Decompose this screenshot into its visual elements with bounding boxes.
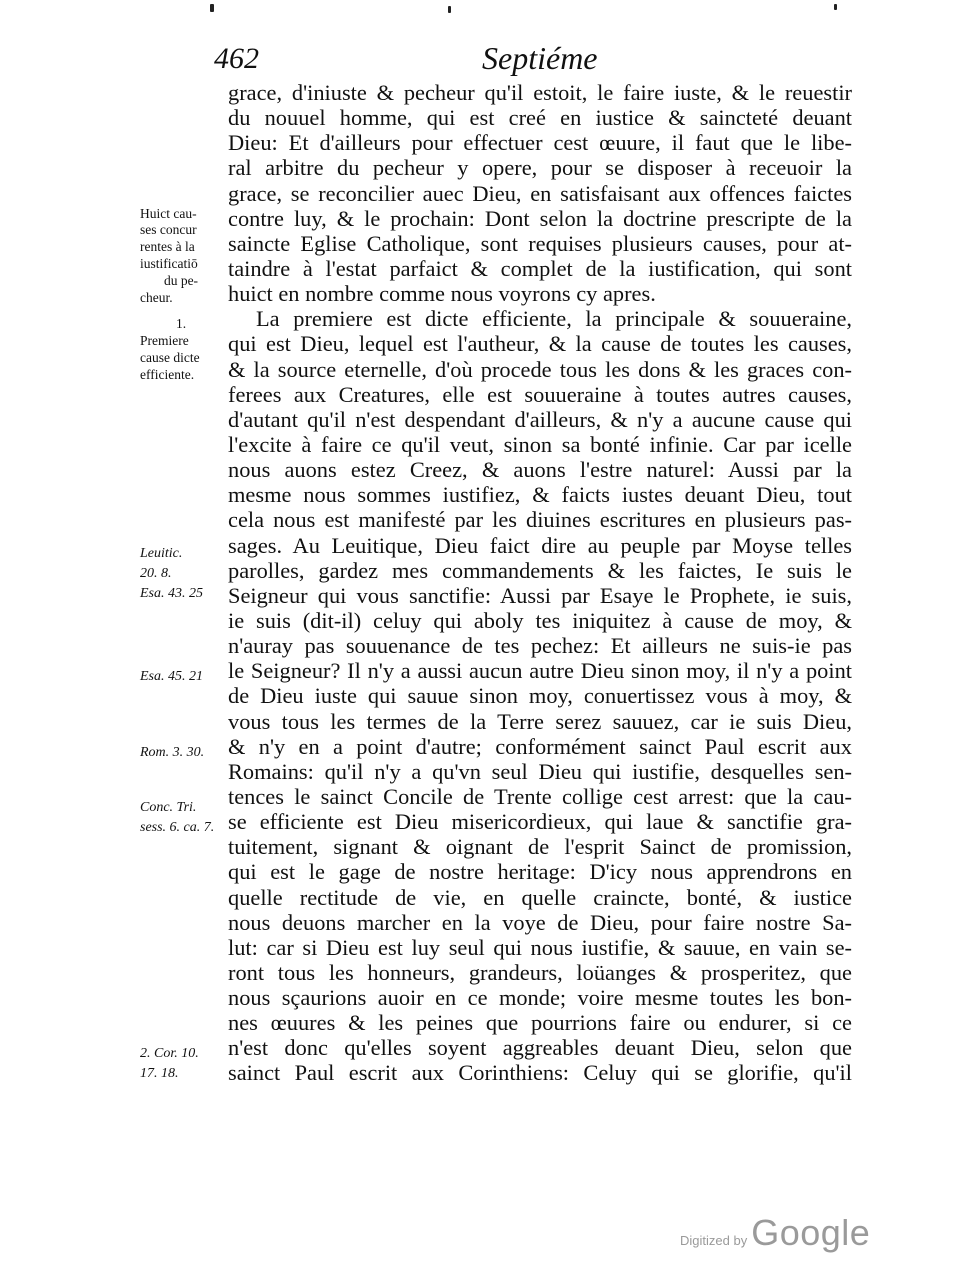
body-line: grace, d'iniuste & pecheur qu'il estoit, le faire iuste, & le reuestir [228, 80, 852, 105]
running-head: Septiéme [482, 40, 598, 76]
body-line: Seigneur qui vous sanctifie: Aussi par Esaye le Prophete, ie suis, [228, 582, 852, 608]
margin-note-line: efficiente. [140, 367, 195, 382]
margin-note-line: Esa. 45. 21 [140, 669, 203, 684]
body-line: qui est le gage de nostre heritage: D'icy nous apprendrons en [228, 859, 852, 885]
body-line: saincte Eglise Catholique, sont requises plusieurs causes, pour at- [228, 230, 852, 256]
body-line: sages. Au Leuitique, Dieu faict dire au peuple par Moyse telles [228, 532, 852, 558]
body-line: taindre à l'estat parfaict & complet de la iustification, qui sont [228, 255, 852, 281]
body-line: du nouuel homme, qui est creé en iustice & saincteté deuant [228, 105, 852, 131]
body-line: & n'y en a point d'autre; conformément sainct Paul escrit aux [228, 733, 852, 759]
body-line: Dieu: Et d'ailleurs pour effectuer cest œuure, il faut que le libe- [228, 130, 852, 156]
google-logo: Google [751, 1212, 871, 1253]
body-line: mesme nous sommes iustifiez, & faicts iustes deuant Dieu, tout [228, 482, 852, 508]
margin-note-line: cheur. [140, 290, 173, 305]
margin-note-line: iustificatiō [140, 256, 198, 271]
margin-note-line: Rom. 3. 30. [140, 745, 205, 760]
body-line: ral arbitre du pecheur y opere, pour se disposer à receuoir la [228, 155, 852, 181]
body-line: tences le sainct Concile de Trente collige cest arrest: que la cau- [228, 783, 852, 809]
body-line: huict en nombre comme nous voyrons cy apres. [228, 281, 656, 307]
body-line: n'est donc qu'elles soyent aggreables deuant Dieu, selon que [228, 1035, 852, 1061]
margin-note-line: sess. 6. ca. 7. [140, 820, 215, 835]
body-line: La premiere est dicte efficiente, la principale & souueraine, [256, 306, 852, 332]
body-line: ferees aux Creatures, elle est souueraine à toutes autres causes, [228, 381, 852, 407]
body-line: & la source eternelle, d'où procede tous les dons & les graces con- [228, 356, 852, 382]
margin-note-line: Esa. 43. 25 [140, 586, 203, 601]
margin-note-line: 2. Cor. 10. [140, 1046, 199, 1061]
ink-speck [210, 4, 214, 12]
body-line: contre luy, & le prochain: Dont selon la doctrine prescripte de la [228, 205, 852, 231]
body-line: tuitement, signant & oignant de l'esprit Sainct de promission, [228, 834, 852, 860]
body-line: nous auons estez Creez, & auons l'estre naturel: Aussi par la [228, 457, 852, 483]
body-line: d'autant qu'il n'est despendant d'ailleurs, & n'y a aucune cause qui [228, 406, 852, 432]
ink-speck [834, 4, 837, 10]
body-line: n'auray pas souuenance de tes pechez: Et ailleurs ne suis-ie pas [228, 633, 852, 659]
body-line: lut: car si Dieu est luy seul qui nous iustifie, & sauue, en vain se- [228, 934, 852, 960]
body-line: de Dieu iuste qui sauue sinon moy, conuertissez vous à moy, & [228, 683, 852, 709]
watermark-prefix: Digitized by [680, 1233, 748, 1248]
body-line: nous deuons marcher en la voye de Dieu, pour faire nostre Sa- [228, 909, 852, 935]
body-line: nous sçaurions auoir en ce monde; voire mesme toutes les bon- [228, 985, 852, 1011]
margin-note-line: Huict cau- [140, 206, 197, 221]
body-line: qui est Dieu, lequel est l'autheur, & la cause de toutes les causes, [228, 331, 852, 357]
body-line: le Seigneur? Il n'y a aussi aucun autre Dieu sinon moy, il n'y a point [228, 658, 852, 684]
margin-note-line: cause dicte [140, 350, 200, 365]
digitized-by-watermark [680, 1212, 870, 1252]
body-line: grace, se reconcilier auec Dieu, en satisfaisant aux offences faictes [228, 180, 852, 206]
body-line: parolles, gardez mes commandements & les faictes, Ie suis le [228, 557, 852, 583]
margin-note-line: Conc. Tri. [140, 800, 197, 815]
body-line: l'excite à faire ce qu'il veut, sinon sa bonté infinie. Car par icelle [228, 431, 852, 457]
body-line: Romains: qu'il n'y a qu'vn seul Dieu qui iustifie, desquelles sen- [228, 758, 852, 784]
page-number: 462 [214, 42, 259, 75]
margin-note-line: ses concur [140, 222, 197, 237]
ink-speck [448, 6, 451, 13]
body-text [228, 80, 852, 1086]
margin-note-line: 1. [175, 316, 187, 331]
body-line: quelle rectitude de vie, en quelle craincte, bonté, & iustice [228, 884, 852, 910]
margin-note-line: rentes à la [140, 239, 195, 254]
margin-note-line: Leuitic. [140, 546, 183, 561]
margin-note-line: du pe- [163, 273, 199, 288]
body-line: ront tous les honneurs, grandeurs, loüanges & prosperitez, que [228, 959, 852, 985]
body-line: ie suis (dit-il) celuy qui aboly tes iniquitez à cause de moy, & [228, 607, 852, 633]
body-line: se efficiente est Dieu misericordieux, qui laue & sanctifie gra- [228, 809, 852, 835]
body-line: vous tous les termes de la Terre serez sauuez, car ie suis Dieu, [228, 708, 852, 734]
body-line: sainct Paul escrit aux Corinthiens: Celuy qui se glorifie, qu'il [228, 1060, 852, 1086]
body-line: nes œuures & les peines que pourrions faire ou endurer, si ce [228, 1010, 852, 1036]
margin-note-line: Premiere [140, 333, 189, 348]
margin-note-line: 20. 8. [140, 566, 172, 581]
body-line: cela nous est manifesté par les diuines escritures en plusieurs pas- [228, 507, 852, 533]
margin-note-line: 17. 18. [140, 1066, 179, 1081]
